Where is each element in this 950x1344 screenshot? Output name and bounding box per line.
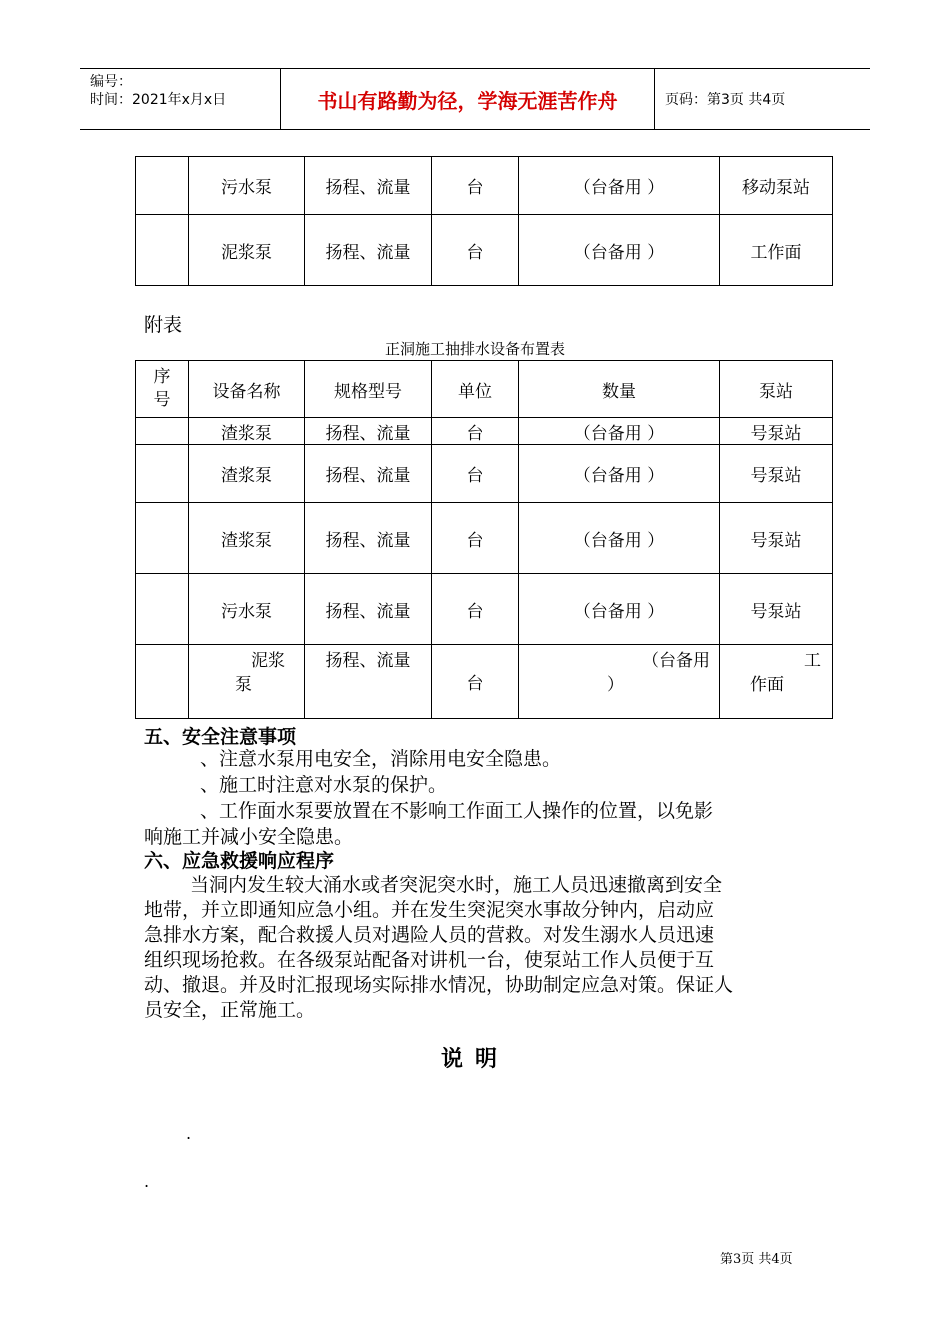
table-row [136,215,833,286]
table-cell: 扬程、流量 [305,215,432,286]
paragraph-line: 急排水方案，配合救援人员对遇险人员的营救。对发生溺水人员迅速 [144,924,715,946]
table-cell: 号泵站 [720,445,833,503]
table-cell: 移动泵站 [720,157,833,215]
table-cell: 台 [432,215,519,286]
table-cell: （台备用 ） [519,645,720,719]
table-cell: 污水泵 [189,574,305,645]
dot-mark: . [144,1172,150,1191]
table-cell: （台备用 ） [519,157,720,215]
column-header: 单位 [432,361,519,418]
dot-mark: . [186,1124,192,1143]
equipment-table-top [135,156,833,286]
table-caption: 正洞施工抽排水设备布置表 [384,340,565,358]
table-header-row [136,361,833,418]
list-item: 、工作面水泵要放置在不影响工作面工人操作的位置，以免影 [200,800,714,822]
table-cell: （台备用 ） [519,574,720,645]
table-cell: 工 作面 [720,645,833,719]
table-cell [136,215,189,286]
table-cell: 台 [432,418,519,445]
section-heading: 五、安全注意事项 [144,726,297,748]
paragraph-line: 地带，并立即通知应急小组。并在发生突泥突水事故分钟内，启动应 [144,899,715,921]
column-header: 泵站 [720,361,833,418]
table-row [136,418,833,445]
table-row [136,645,833,719]
table-cell: 扬程、流量 [305,645,432,719]
table-cell: （台备用 ） [519,215,720,286]
table-cell: 扬程、流量 [305,157,432,215]
table-cell: （台备用 ） [519,503,720,574]
list-item: 、注意水泵用电安全，消除用电安全隐患。 [200,748,562,770]
time-label: 时间：2021年x月x日 [90,92,227,108]
table-cell: 渣浆泵 [189,445,305,503]
table-row [136,574,833,645]
table-cell [136,574,189,645]
table-cell [136,503,189,574]
page-footer: 第3页 共4页 [720,1252,793,1267]
table-cell: 扬程、流量 [305,574,432,645]
column-header-index: 序号 [136,361,189,418]
table-cell: 渣浆泵 [189,503,305,574]
column-header: 规格型号 [305,361,432,418]
page-header [80,68,870,130]
list-item: 、施工时注意对水泵的保护。 [200,774,448,796]
list-item-continued: 响施工并减小安全隐患。 [144,826,354,848]
table-cell: 台 [432,574,519,645]
table-cell: 号泵站 [720,418,833,445]
table-cell: 号泵站 [720,574,833,645]
header-meta [80,69,280,129]
table-cell [136,157,189,215]
column-header: 设备名称 [189,361,305,418]
appendix-label: 附表 [144,314,183,336]
code-label: 编号： [90,74,132,90]
table-cell: 台 [432,157,519,215]
paragraph-line: 员安全，正常施工。 [144,999,316,1021]
table-cell: （台备用 ） [519,418,720,445]
equipment-layout-table [135,360,833,719]
table-cell: 台 [432,503,519,574]
table-cell: 泥浆 泵 [189,645,305,719]
table-cell: （台备用 ） [519,445,720,503]
table-cell: 台 [432,645,519,719]
table-cell: 扬程、流量 [305,418,432,445]
table-cell: 扬程、流量 [305,503,432,574]
header-motto: 书山有路勤为径，学海无涯苦作舟 [317,88,618,113]
table-cell: 渣浆泵 [189,418,305,445]
paragraph-line: 动、撤退。并及时汇报现场实际排水情况，协助制定应急对策。保证人 [144,974,734,996]
table-cell: 号泵站 [720,503,833,574]
table-cell: 工作面 [720,215,833,286]
table-cell: 扬程、流量 [305,445,432,503]
table-cell: 污水泵 [189,157,305,215]
paragraph-line: 当洞内发生较大涌水或者突泥突水时，施工人员迅速撤离到安全 [190,874,723,896]
table-cell: 台 [432,445,519,503]
table-cell [136,418,189,445]
table-cell: 泥浆泵 [189,215,305,286]
table-cell [136,445,189,503]
table-row [136,445,833,503]
paragraph-line: 组织现场抢救。在各级泵站配备对讲机一台，使泵站工作人员便于互 [144,949,715,971]
header-divider [654,69,655,129]
explanation-title: 说明 [440,1047,509,1072]
table-row [136,503,833,574]
column-header: 数量 [519,361,720,418]
table-row [136,157,833,215]
page-info: 页码：第3页 共4页 [665,92,786,108]
section-heading: 六、应急救援响应程序 [144,850,335,872]
table-cell [136,645,189,719]
